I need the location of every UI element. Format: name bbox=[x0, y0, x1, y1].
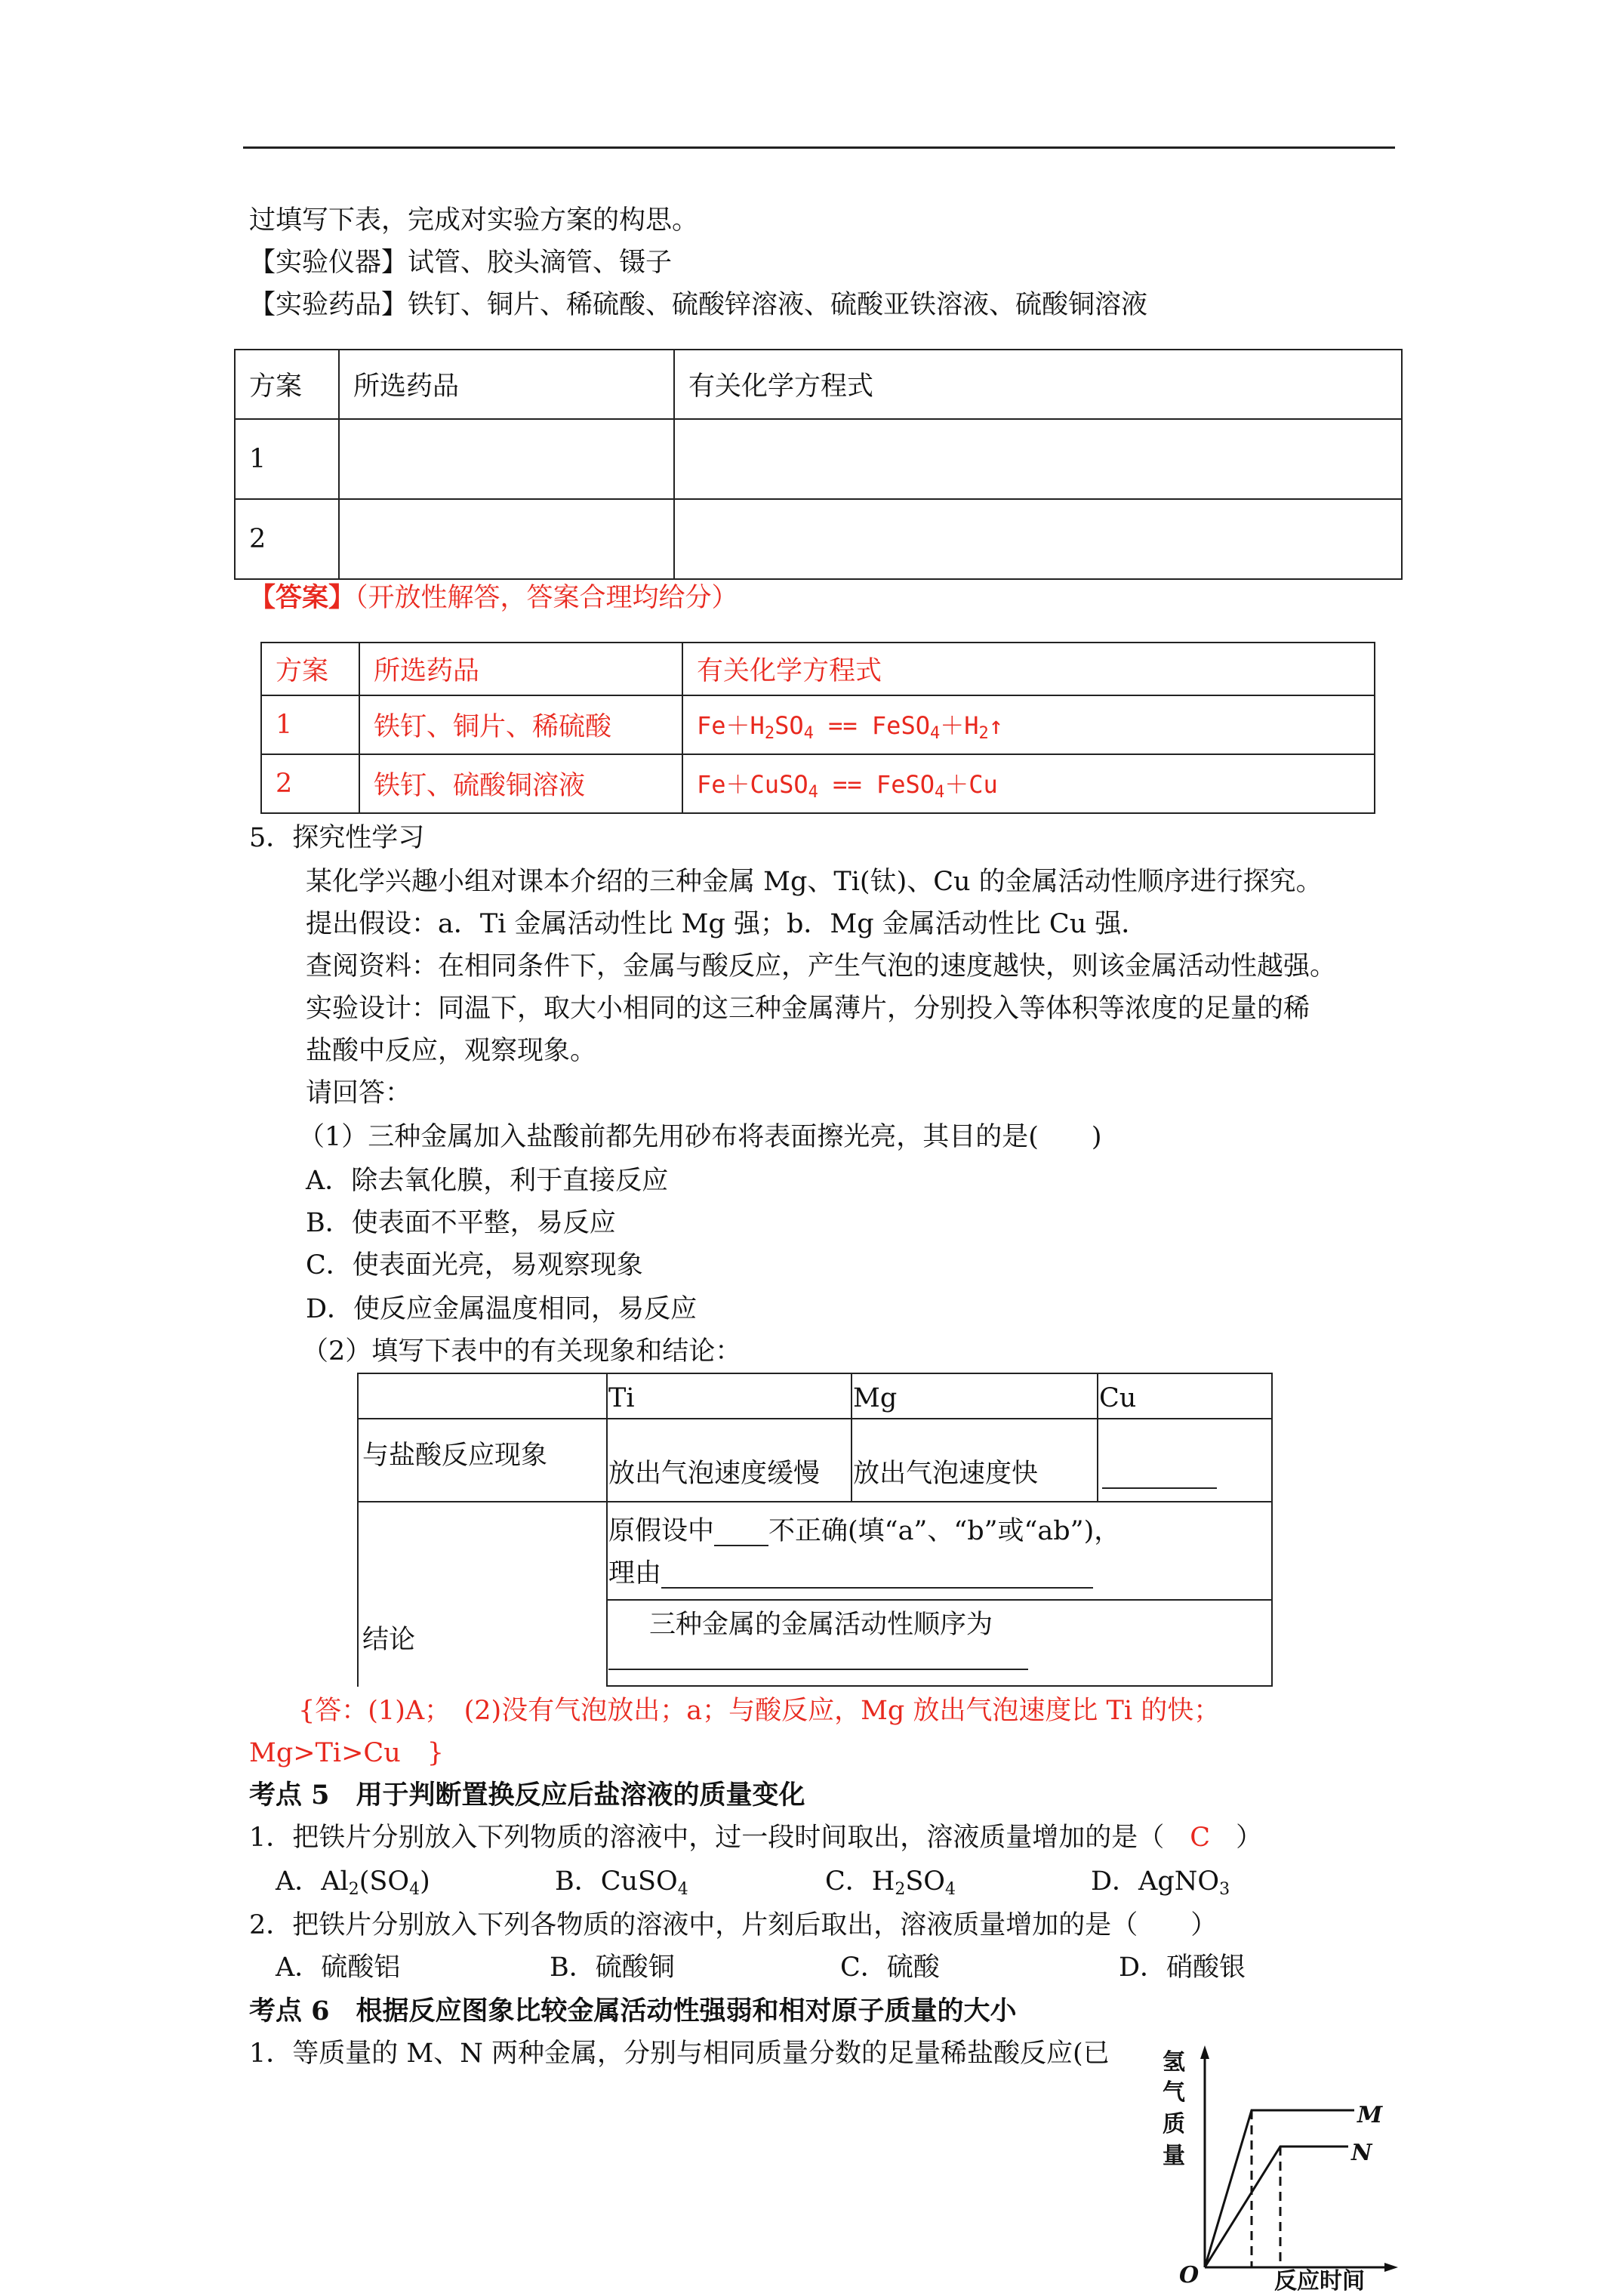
answer-5-line-1: {答：(1)A； (2)没有气泡放出；a；与酸反应，Mg 放出气泡速度比 Ti 的快； bbox=[298, 1696, 1221, 1726]
table-cell: 铁钉、铜片、稀硫酸 bbox=[359, 695, 682, 754]
option-b: B．使表面不平整，易反应 bbox=[306, 1208, 616, 1238]
text-part: SO bbox=[905, 1866, 945, 1897]
eq-part: == FeSO bbox=[813, 711, 930, 740]
ylabel-char: 质 bbox=[1163, 2111, 1185, 2137]
answer-1 bbox=[249, 583, 738, 613]
table-row bbox=[261, 754, 1375, 813]
kp5-q1-option-d bbox=[1091, 1866, 1230, 1905]
kp5-q1-option-b bbox=[555, 1866, 688, 1905]
header-mg: Mg bbox=[853, 1383, 898, 1413]
y-axis-arrow-icon bbox=[1200, 2045, 1209, 2059]
cu-answer-blank[interactable] bbox=[1102, 1487, 1217, 1489]
answer-5-line-2: Mg>Ti>Cu } bbox=[249, 1738, 445, 1768]
table-header: 方案 bbox=[235, 350, 339, 419]
ylabel-char: 氢 bbox=[1163, 2049, 1185, 2076]
subscript: 4 bbox=[803, 724, 814, 743]
ylabel-char: 量 bbox=[1163, 2143, 1185, 2169]
q5-question-1: （1）三种金属加入盐酸前都先用砂布将表面擦光亮，其目的是( ) bbox=[298, 1122, 1102, 1152]
header-ti: Ti bbox=[608, 1383, 635, 1413]
label-n: N bbox=[1351, 2140, 1372, 2166]
subscript: 4 bbox=[409, 1880, 420, 1899]
kp5-q2-option-c: C．硫酸 bbox=[840, 1952, 940, 1983]
text-part: 原假设中 bbox=[608, 1516, 715, 1546]
q5-p4: 实验设计：同温下，取大小相同的这三种金属薄片，分别投入等体积等浓度的足量的稀 bbox=[306, 994, 1310, 1024]
table-row bbox=[261, 643, 1375, 695]
kp5-q2-option-d: D．硝酸银 bbox=[1119, 1952, 1246, 1983]
subscript: 2 bbox=[978, 724, 989, 743]
table-header: 所选药品 bbox=[359, 643, 682, 695]
q5-p5: 盐酸中反应，观察现象。 bbox=[306, 1036, 597, 1066]
table-row bbox=[235, 350, 1402, 419]
intro-line-3: 【实验药品】铁钉、铜片、稀硫酸、硫酸锌溶液、硫酸亚铁溶液、硫酸铜溶液 bbox=[249, 290, 1148, 320]
label-m: M bbox=[1357, 2102, 1383, 2128]
header-cu: Cu bbox=[1099, 1383, 1137, 1413]
row-label-conclusion: 结论 bbox=[362, 1625, 416, 1655]
eq-part: ＋H bbox=[940, 711, 979, 740]
table-cell[interactable] bbox=[339, 419, 674, 499]
table-header: 有关化学方程式 bbox=[674, 350, 1402, 419]
table-cell: 1 bbox=[235, 419, 339, 499]
text-part: ) bbox=[420, 1866, 430, 1897]
table-cell[interactable] bbox=[674, 499, 1402, 579]
kp6-title: 考点 6 根据反应图象比较金属活动性强弱和相对原子质量的大小 bbox=[249, 1996, 1017, 2026]
q5-p2: 提出假设：a．Ti 金属活动性比 Mg 强；b．Mg 金属活动性比 Cu 强． bbox=[306, 909, 1148, 939]
kp5-q2: 2．把铁片分别放入下列各物质的溶液中，片刻后取出，溶液质量增加的是（ ） bbox=[249, 1910, 1218, 1940]
q5-p3: 查阅资料：在相同条件下，金属与酸反应，产生气泡的速度越快，则该金属活动性越强。 bbox=[306, 951, 1337, 982]
table-header: 所选药品 bbox=[339, 350, 674, 419]
reason-blank[interactable] bbox=[661, 1560, 1093, 1589]
intro-line-1: 过填写下表，完成对实验方案的构思。 bbox=[249, 205, 699, 236]
eq-part: Fe＋CuSO bbox=[697, 770, 808, 799]
header-rule bbox=[243, 146, 1395, 149]
eq-part: Fe＋H bbox=[697, 711, 765, 740]
conclusion-reason bbox=[608, 1558, 1093, 1589]
table-cell[interactable] bbox=[674, 419, 1402, 499]
text-part: B．CuSO bbox=[555, 1866, 678, 1897]
option-c: C．使表面光亮，易观察现象 bbox=[306, 1250, 643, 1281]
subscript: 2 bbox=[764, 724, 775, 743]
kp6-q1: 1．等质量的 M、N 两种金属，分别与相同质量分数的足量稀盐酸反应(已 bbox=[249, 2039, 1110, 2069]
series-n-line bbox=[1205, 2147, 1348, 2267]
table-header: 方案 bbox=[261, 643, 359, 695]
table-cell[interactable] bbox=[339, 499, 674, 579]
text-part: 理由 bbox=[608, 1558, 662, 1589]
q5-question-2: （2）填写下表中的有关现象和结论： bbox=[302, 1336, 742, 1367]
text-part: A．Al bbox=[276, 1866, 349, 1897]
subscript: 2 bbox=[895, 1880, 906, 1899]
subscript: 4 bbox=[677, 1880, 688, 1899]
subscript: 4 bbox=[934, 783, 945, 802]
answer-note: （开放性解答，答案合理均给分） bbox=[355, 583, 738, 613]
row-label-reaction: 与盐酸反应现象 bbox=[362, 1441, 548, 1471]
table-cell: 2 bbox=[261, 754, 359, 813]
option-a: A．除去氧化膜，利于直接反应 bbox=[306, 1166, 669, 1196]
conclusion-hypothesis bbox=[608, 1516, 1120, 1546]
option-d: D．使反应金属温度相同，易反应 bbox=[306, 1294, 698, 1324]
kp5-q1-option-c bbox=[825, 1866, 956, 1905]
kp5-title: 考点 5 用于判断置换反应后盐溶液的质量变化 bbox=[249, 1780, 805, 1811]
hydrogen-mass-graph bbox=[1163, 2042, 1404, 2291]
order-blank[interactable] bbox=[608, 1669, 1028, 1670]
table-row bbox=[261, 695, 1375, 754]
eq-part: ↑ bbox=[988, 711, 1004, 740]
subscript: 4 bbox=[944, 1880, 956, 1899]
kp5-q1 bbox=[249, 1823, 1262, 1853]
text-part: C．H bbox=[825, 1866, 895, 1897]
ti-observation: 放出气泡速度缓慢 bbox=[608, 1459, 821, 1489]
subscript: 4 bbox=[929, 724, 941, 743]
eq-part: ＋Cu bbox=[944, 770, 998, 799]
q5-p1: 某化学兴趣小组对课本介绍的三种金属 Mg、Ti(钛)、Cu 的金属活动性顺序进行探究。 bbox=[306, 867, 1323, 897]
eq-part: == FeSO bbox=[818, 770, 935, 799]
text-part: D．AgNO bbox=[1091, 1866, 1220, 1897]
hypothesis-blank[interactable] bbox=[714, 1518, 768, 1546]
table-cell: 1 bbox=[261, 695, 359, 754]
conclusion-order: 三种金属的金属活动性顺序为 bbox=[649, 1610, 993, 1640]
plan-table bbox=[234, 349, 1403, 580]
origin-label: O bbox=[1179, 2262, 1200, 2288]
x-axis-arrow-icon bbox=[1384, 2263, 1398, 2272]
text-part: 1．把铁片分别放入下列物质的溶液中，过一段时间取出，溶液质量增加的是（ bbox=[249, 1823, 1165, 1853]
kp5-q2-option-a: A．硫酸铝 bbox=[276, 1952, 401, 1983]
q5-p6: 请回答： bbox=[306, 1078, 412, 1108]
equation-cell bbox=[682, 754, 1375, 813]
q1-answer: C bbox=[1190, 1823, 1211, 1853]
eq-part: SO bbox=[775, 711, 804, 740]
table-row bbox=[235, 499, 1402, 579]
ylabel-char: 气 bbox=[1163, 2079, 1185, 2106]
mg-observation: 放出气泡速度快 bbox=[853, 1459, 1039, 1489]
answer-label: 【答案】 bbox=[249, 582, 356, 613]
table-row bbox=[235, 419, 1402, 499]
text-part: (SO bbox=[359, 1866, 410, 1897]
answer-table bbox=[260, 642, 1375, 814]
subscript: 4 bbox=[808, 783, 818, 802]
kp5-q2-option-b: B．硫酸铜 bbox=[550, 1952, 675, 1983]
kp5-q1-option-a bbox=[276, 1866, 430, 1905]
text-part: 不正确(填“a”、“b”或“ab”)， bbox=[768, 1516, 1121, 1546]
table-header: 有关化学方程式 bbox=[682, 643, 1375, 695]
table-cell: 2 bbox=[235, 499, 339, 579]
subscript: 3 bbox=[1219, 1880, 1230, 1899]
q5-title: 5．探究性学习 bbox=[249, 823, 425, 853]
table-cell: 铁钉、硫酸铜溶液 bbox=[359, 754, 682, 813]
text-part: ） bbox=[1236, 1823, 1263, 1853]
intro-line-2: 【实验仪器】试管、胶头滴管、镊子 bbox=[249, 248, 673, 278]
xlabel: 反应时间 bbox=[1274, 2268, 1365, 2291]
subscript: 2 bbox=[348, 1880, 359, 1899]
equation-cell bbox=[682, 695, 1375, 754]
